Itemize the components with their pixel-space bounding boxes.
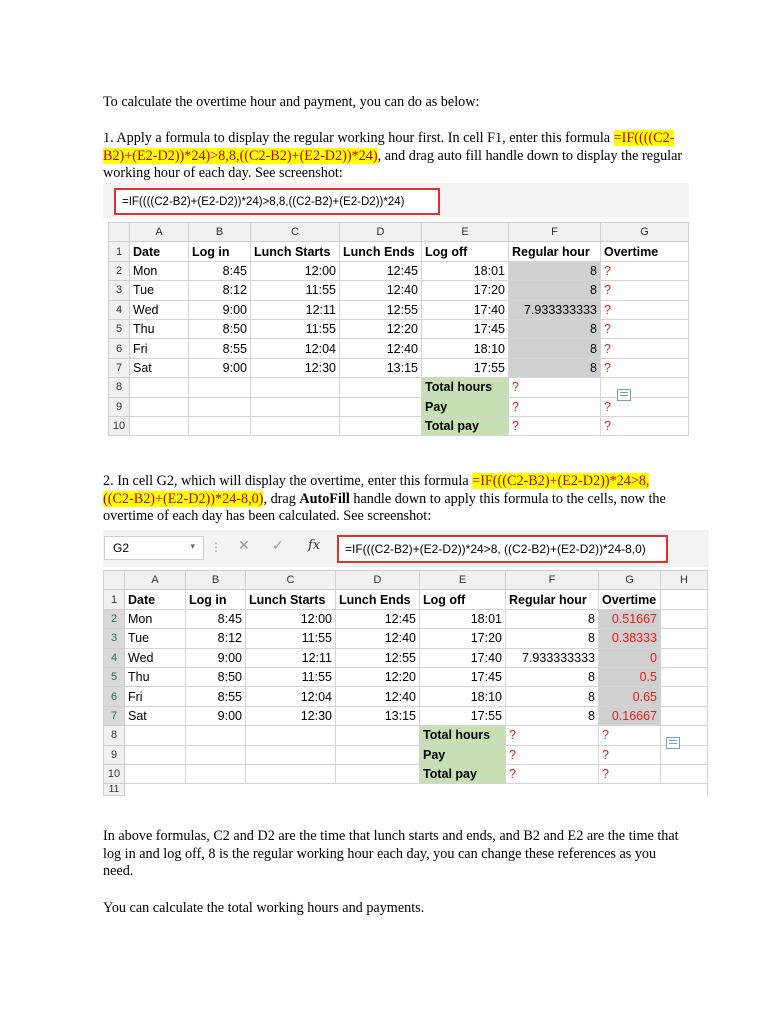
cell[interactable]: 11:55 <box>246 667 336 686</box>
cell[interactable]: Log off <box>420 590 506 609</box>
cell[interactable]: 8 <box>509 339 601 358</box>
cell[interactable] <box>189 416 251 435</box>
cell[interactable] <box>130 397 189 416</box>
cell[interactable] <box>336 764 420 783</box>
row-header[interactable]: 8 <box>104 726 125 745</box>
cell[interactable]: ? <box>601 358 689 377</box>
col-header-e[interactable]: E <box>422 223 509 242</box>
step1-text-a: 1. Apply a formula to display the regular working hour first. In cell F1, enter this formula <box>103 130 614 146</box>
cell[interactable]: 9:00 <box>186 648 246 667</box>
quick-analysis-icon[interactable] <box>666 737 680 749</box>
cell[interactable] <box>340 416 422 435</box>
cell[interactable]: Regular hour <box>509 242 601 261</box>
select-all-corner[interactable] <box>104 571 125 590</box>
col-header-f[interactable]: F <box>506 571 599 590</box>
step2-text-a: 2. In cell G2, which will display the overtime, enter this formula <box>103 473 473 489</box>
table-row <box>104 764 708 783</box>
cell[interactable] <box>130 416 189 435</box>
cell[interactable]: 12:40 <box>340 281 422 300</box>
table-row <box>104 745 708 764</box>
cell[interactable]: 8:45 <box>186 609 246 628</box>
cell[interactable]: 12:11 <box>251 300 340 319</box>
cell[interactable]: Pay <box>420 745 506 764</box>
cell[interactable]: ? <box>506 764 599 783</box>
cell[interactable]: ? <box>599 764 661 783</box>
cell[interactable]: ? <box>601 339 689 358</box>
cell[interactable] <box>601 378 689 397</box>
cell[interactable]: 7.933333333 <box>506 648 599 667</box>
cell[interactable] <box>125 745 186 764</box>
cell[interactable]: 11:55 <box>246 629 336 648</box>
cell[interactable]: Lunch Ends <box>336 590 420 609</box>
col-header-f[interactable]: F <box>509 223 601 242</box>
cell[interactable]: Sat <box>125 706 186 725</box>
table-row <box>104 726 708 745</box>
cell[interactable]: Wed <box>125 648 186 667</box>
cell[interactable]: 17:45 <box>420 667 506 686</box>
cell[interactable] <box>186 745 246 764</box>
cell[interactable] <box>186 726 246 745</box>
select-all-corner[interactable] <box>109 223 130 242</box>
cell[interactable]: 9:00 <box>189 358 251 377</box>
cell[interactable]: Overtime <box>599 590 661 609</box>
cell[interactable]: 12:40 <box>340 339 422 358</box>
cell[interactable]: ? <box>509 378 601 397</box>
cell[interactable]: 17:45 <box>422 319 509 338</box>
cell[interactable]: 18:10 <box>420 687 506 706</box>
cell[interactable]: Thu <box>125 667 186 686</box>
cell[interactable]: Fri <box>130 339 189 358</box>
cell[interactable] <box>246 764 336 783</box>
cell[interactable]: Lunch Ends <box>340 242 422 261</box>
cell[interactable]: Total hours <box>420 726 506 745</box>
cell[interactable] <box>340 378 422 397</box>
step1-text <box>103 130 683 183</box>
table-row <box>109 416 689 435</box>
cell[interactable] <box>336 726 420 745</box>
row-header[interactable]: 10 <box>109 416 130 435</box>
cell[interactable]: 8 <box>509 261 601 280</box>
cell[interactable] <box>251 416 340 435</box>
cell[interactable]: 0.16667 <box>599 706 661 725</box>
cell[interactable]: 0.51667 <box>599 609 661 628</box>
cell[interactable] <box>661 764 708 783</box>
cell[interactable] <box>125 764 186 783</box>
step1-formula: =IF((((C2-B2)+(E2-D2))*24)>8,8,((C2-B2)+(E2-D2))*24) <box>103 130 675 164</box>
row-header[interactable]: 10 <box>104 764 125 783</box>
cell[interactable]: 8 <box>506 609 599 628</box>
cell[interactable]: 7.933333333 <box>509 300 601 319</box>
cell[interactable]: Regular hour <box>506 590 599 609</box>
table-row <box>109 397 689 416</box>
cell[interactable]: 11:55 <box>251 319 340 338</box>
col-header-c[interactable]: C <box>246 571 336 590</box>
cell[interactable]: 12:11 <box>246 648 336 667</box>
row-header[interactable]: 1 <box>104 590 125 609</box>
table-row <box>109 378 689 397</box>
col-header-d[interactable]: D <box>340 223 422 242</box>
fx-icon[interactable]: fx <box>308 538 321 553</box>
cell[interactable]: Tue <box>125 629 186 648</box>
cell[interactable] <box>661 667 708 686</box>
cell[interactable]: ? <box>601 319 689 338</box>
col-header-d[interactable]: D <box>336 571 420 590</box>
row-header[interactable]: 3 <box>104 629 125 648</box>
table-row <box>109 281 689 300</box>
row-header[interactable]: 6 <box>104 687 125 706</box>
cell[interactable]: Lunch Starts <box>246 590 336 609</box>
col-header-a[interactable]: A <box>125 571 186 590</box>
cell[interactable]: Fri <box>125 687 186 706</box>
cell[interactable]: 13:15 <box>340 358 422 377</box>
row-header[interactable]: 11 <box>104 784 125 796</box>
cell[interactable] <box>661 706 708 725</box>
cell[interactable]: 9:00 <box>189 300 251 319</box>
col-header-e[interactable]: E <box>420 571 506 590</box>
table-row <box>104 687 708 706</box>
cell[interactable]: 0.38333 <box>599 629 661 648</box>
cell[interactable] <box>340 397 422 416</box>
row-header[interactable]: 5 <box>104 667 125 686</box>
cell[interactable]: 12:45 <box>340 261 422 280</box>
cell[interactable]: 8:55 <box>189 339 251 358</box>
cell[interactable]: 17:55 <box>420 706 506 725</box>
col-header-b[interactable]: B <box>186 571 246 590</box>
cell[interactable] <box>661 590 708 609</box>
cell[interactable] <box>661 687 708 706</box>
cell[interactable]: 11:55 <box>251 281 340 300</box>
cell[interactable]: ? <box>506 745 599 764</box>
enter-check-icon[interactable]: ✓ <box>272 538 284 554</box>
table-row <box>104 590 708 609</box>
cell[interactable]: 17:20 <box>422 281 509 300</box>
cell[interactable]: Total hours <box>422 378 509 397</box>
row-header[interactable]: 9 <box>109 397 130 416</box>
step2-bold: AutoFill <box>299 490 350 507</box>
table-row <box>104 648 708 667</box>
cell[interactable]: 8 <box>509 358 601 377</box>
cell[interactable]: ? <box>599 726 661 745</box>
cell[interactable]: 12:30 <box>251 358 340 377</box>
cell[interactable]: ? <box>601 397 689 416</box>
cell[interactable] <box>661 648 708 667</box>
cell[interactable]: 12:45 <box>336 609 420 628</box>
name-box-value: G2 <box>113 541 130 555</box>
row-header[interactable]: 9 <box>104 745 125 764</box>
cell[interactable]: Mon <box>130 261 189 280</box>
cell[interactable]: 12:40 <box>336 629 420 648</box>
formula-box-2[interactable]: =IF(((C2-B2)+(E2-D2))*24>8, ((C2-B2)+(E2-D2))*24-8,0) <box>337 535 668 563</box>
step2-formula: =IF(((C2-B2)+(E2-D2))*24>8, ((C2-B2)+(E2-D2))*24-8,0) <box>103 473 650 507</box>
cell[interactable]: 8:55 <box>186 687 246 706</box>
cell[interactable]: 8 <box>506 706 599 725</box>
spreadsheet-1 <box>108 222 689 436</box>
cell[interactable]: 12:55 <box>336 648 420 667</box>
row-header[interactable]: 4 <box>104 648 125 667</box>
cell[interactable]: 8:50 <box>189 319 251 338</box>
cell[interactable]: Tue <box>130 281 189 300</box>
step2-text <box>103 473 683 526</box>
cell[interactable]: 8 <box>506 667 599 686</box>
cell[interactable] <box>661 609 708 628</box>
cell[interactable]: ? <box>601 416 689 435</box>
table-row <box>109 261 689 280</box>
cell[interactable]: 8:12 <box>189 281 251 300</box>
cell[interactable]: 9:00 <box>186 706 246 725</box>
cell[interactable]: Overtime <box>601 242 689 261</box>
cell[interactable]: 8 <box>506 687 599 706</box>
cell[interactable]: Log in <box>189 242 251 261</box>
cell[interactable] <box>251 378 340 397</box>
table-row <box>109 319 689 338</box>
cell[interactable]: Total pay <box>420 764 506 783</box>
spreadsheet-2 <box>103 570 708 796</box>
cell[interactable] <box>246 726 336 745</box>
col-header-g[interactable]: G <box>599 571 661 590</box>
cell[interactable] <box>186 764 246 783</box>
row-header[interactable]: 2 <box>109 261 130 280</box>
row-header[interactable]: 1 <box>109 242 130 261</box>
cell[interactable]: 8:50 <box>186 667 246 686</box>
cell[interactable]: Log off <box>422 242 509 261</box>
cell[interactable] <box>336 745 420 764</box>
cell[interactable]: 8:45 <box>189 261 251 280</box>
cell[interactable]: 8:12 <box>186 629 246 648</box>
row-header[interactable]: 8 <box>109 378 130 397</box>
cell[interactable] <box>661 629 708 648</box>
cell[interactable]: Sat <box>130 358 189 377</box>
cell[interactable]: ? <box>506 726 599 745</box>
cell[interactable]: ? <box>509 397 601 416</box>
col-header-h[interactable]: H <box>661 571 708 590</box>
column-header-row <box>109 223 689 242</box>
cell[interactable]: 12:40 <box>336 687 420 706</box>
cell[interactable]: Date <box>125 590 186 609</box>
closing-text: You can calculate the total working hours and payments. <box>103 900 425 916</box>
cell[interactable]: 12:20 <box>336 667 420 686</box>
cell[interactable]: 18:10 <box>422 339 509 358</box>
table-row <box>109 242 689 261</box>
cell[interactable]: 12:20 <box>340 319 422 338</box>
cell[interactable]: Log in <box>186 590 246 609</box>
formula-box-1: =IF((((C2-B2)+(E2-D2))*24)>8,8,((C2-B2)+(E2-D2))*24) <box>114 188 440 215</box>
cell[interactable]: ? <box>601 261 689 280</box>
vertical-dots-icon: ⋮ <box>210 540 222 554</box>
cell[interactable] <box>125 784 708 796</box>
row-header[interactable]: 6 <box>109 339 130 358</box>
cancel-icon[interactable]: ✕ <box>238 538 250 554</box>
table-row <box>104 706 708 725</box>
cell[interactable]: 12:04 <box>251 339 340 358</box>
cell[interactable]: 8 <box>509 281 601 300</box>
cell[interactable]: 12:55 <box>340 300 422 319</box>
note-text: In above formulas, C2 and D2 are the time that lunch starts and ends, and B2 and E2 are the time that log in and log off, 8 is the regular working hour each day, you can change these references as you need. <box>103 828 679 879</box>
cell[interactable]: 17:55 <box>422 358 509 377</box>
cell[interactable]: Pay <box>422 397 509 416</box>
table-row <box>104 609 708 628</box>
cell[interactable]: ? <box>601 281 689 300</box>
cell[interactable]: Date <box>130 242 189 261</box>
cell[interactable] <box>246 745 336 764</box>
cell[interactable]: Wed <box>130 300 189 319</box>
table-row <box>109 300 689 319</box>
cell[interactable]: Lunch Starts <box>251 242 340 261</box>
cell[interactable]: Total pay <box>422 416 509 435</box>
cell[interactable]: 18:01 <box>420 609 506 628</box>
cell[interactable]: 12:04 <box>246 687 336 706</box>
table-row <box>104 784 708 796</box>
cell[interactable]: Thu <box>130 319 189 338</box>
cell[interactable]: 17:40 <box>422 300 509 319</box>
table-row <box>104 667 708 686</box>
cell[interactable]: ? <box>509 416 601 435</box>
cell[interactable]: 18:01 <box>422 261 509 280</box>
cell[interactable]: 17:20 <box>420 629 506 648</box>
cell[interactable]: 0 <box>599 648 661 667</box>
cell[interactable]: ? <box>599 745 661 764</box>
cell[interactable] <box>125 726 186 745</box>
column-header-row <box>104 571 708 590</box>
cell[interactable]: 12:00 <box>251 261 340 280</box>
row-header[interactable]: 7 <box>104 706 125 725</box>
col-header-b[interactable]: B <box>189 223 251 242</box>
cell[interactable]: 8 <box>506 629 599 648</box>
row-header[interactable]: 4 <box>109 300 130 319</box>
cell[interactable] <box>189 378 251 397</box>
cell[interactable]: ? <box>601 300 689 319</box>
table-row <box>109 339 689 358</box>
step2-text-c: handle down to apply this formula to the cells, now the overtime of each day has been calculated. See screenshot: <box>103 490 666 524</box>
chevron-down-icon[interactable]: ▾ <box>190 541 195 551</box>
cell[interactable]: 17:40 <box>420 648 506 667</box>
col-header-c[interactable]: C <box>251 223 340 242</box>
cell[interactable] <box>130 378 189 397</box>
row-header[interactable]: 7 <box>109 358 130 377</box>
cell[interactable] <box>189 397 251 416</box>
cell[interactable]: 12:00 <box>246 609 336 628</box>
cell[interactable]: Mon <box>125 609 186 628</box>
step1-text-b: , and drag auto fill handle down to display the regular working hour of each day. See screenshot: <box>103 147 683 181</box>
cell[interactable]: 12:30 <box>246 706 336 725</box>
cell[interactable] <box>251 397 340 416</box>
intro-text: To calculate the overtime hour and payment, you can do as below: <box>103 94 480 110</box>
row-header[interactable]: 2 <box>104 609 125 628</box>
cell[interactable]: 13:15 <box>336 706 420 725</box>
name-box[interactable] <box>104 536 204 560</box>
col-header-a[interactable]: A <box>130 223 189 242</box>
cell[interactable]: 0.65 <box>599 687 661 706</box>
col-header-g[interactable]: G <box>601 223 689 242</box>
row-header[interactable]: 5 <box>109 319 130 338</box>
table-row <box>109 358 689 377</box>
step2-text-b: , drag <box>263 490 300 507</box>
cell[interactable]: 0.5 <box>599 667 661 686</box>
cell[interactable]: 8 <box>509 319 601 338</box>
quick-analysis-icon[interactable] <box>617 389 631 401</box>
table-row <box>104 629 708 648</box>
row-header[interactable]: 3 <box>109 281 130 300</box>
